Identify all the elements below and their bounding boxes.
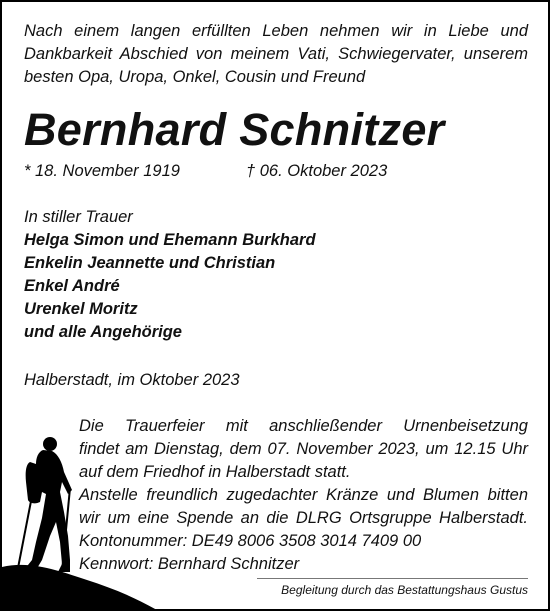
mourner-name: Enkel André: [24, 277, 120, 295]
deceased-name: Bernhard Schnitzer: [24, 104, 445, 155]
credit-divider: [257, 578, 528, 579]
intro-text: [24, 20, 528, 89]
service-details: [79, 415, 528, 576]
place-date: Halberstadt, im Oktober 2023: [24, 371, 240, 389]
mourner-name: und alle Angehörige: [24, 323, 182, 341]
intro-line: Nach einem langen erfüllten Leben nehmen wir in Liebe und: [24, 22, 528, 40]
mourners-block: [24, 206, 316, 344]
details-line: Anstelle freundlich zugedachter Kränze und Blumen bitten: [79, 486, 528, 504]
mourning-lead: In stiller Trauer: [24, 208, 133, 226]
mourner-name: Urenkel Moritz: [24, 300, 138, 318]
details-line: findet am Dienstag, dem 07. November 2023, um 12.15 Uhr: [79, 440, 528, 458]
mourner-name: Enkelin Jeannette und Christian: [24, 254, 276, 272]
details-line: Kennwort: Bernhard Schnitzer: [79, 555, 300, 573]
life-dates: [24, 160, 388, 182]
death-date: † 06. Oktober 2023: [246, 162, 388, 180]
details-line: auf dem Friedhof in Halberstadt statt.: [79, 463, 351, 481]
mourner-name: Helga Simon und Ehemann Burkhard: [24, 231, 316, 249]
funeral-home-credit: Begleitung durch das Bestattungshaus Gustus: [281, 583, 528, 597]
birth-date: * 18. November 1919: [24, 162, 180, 180]
intro-line: besten Opa, Uropa, Onkel, Cousin und Freund: [24, 68, 366, 86]
details-line: Die Trauerfeier mit anschließender Urnenbeisetzung: [79, 417, 528, 435]
intro-line: Dankbarkeit Abschied von meinem Vati, Schwiegervater, unserem: [24, 45, 528, 63]
details-line: Kontonummer: DE49 8006 3508 3014 7409 00: [79, 532, 422, 550]
details-line: wir um eine Spende an die DLRG Ortsgruppe Halberstadt.: [79, 509, 528, 527]
